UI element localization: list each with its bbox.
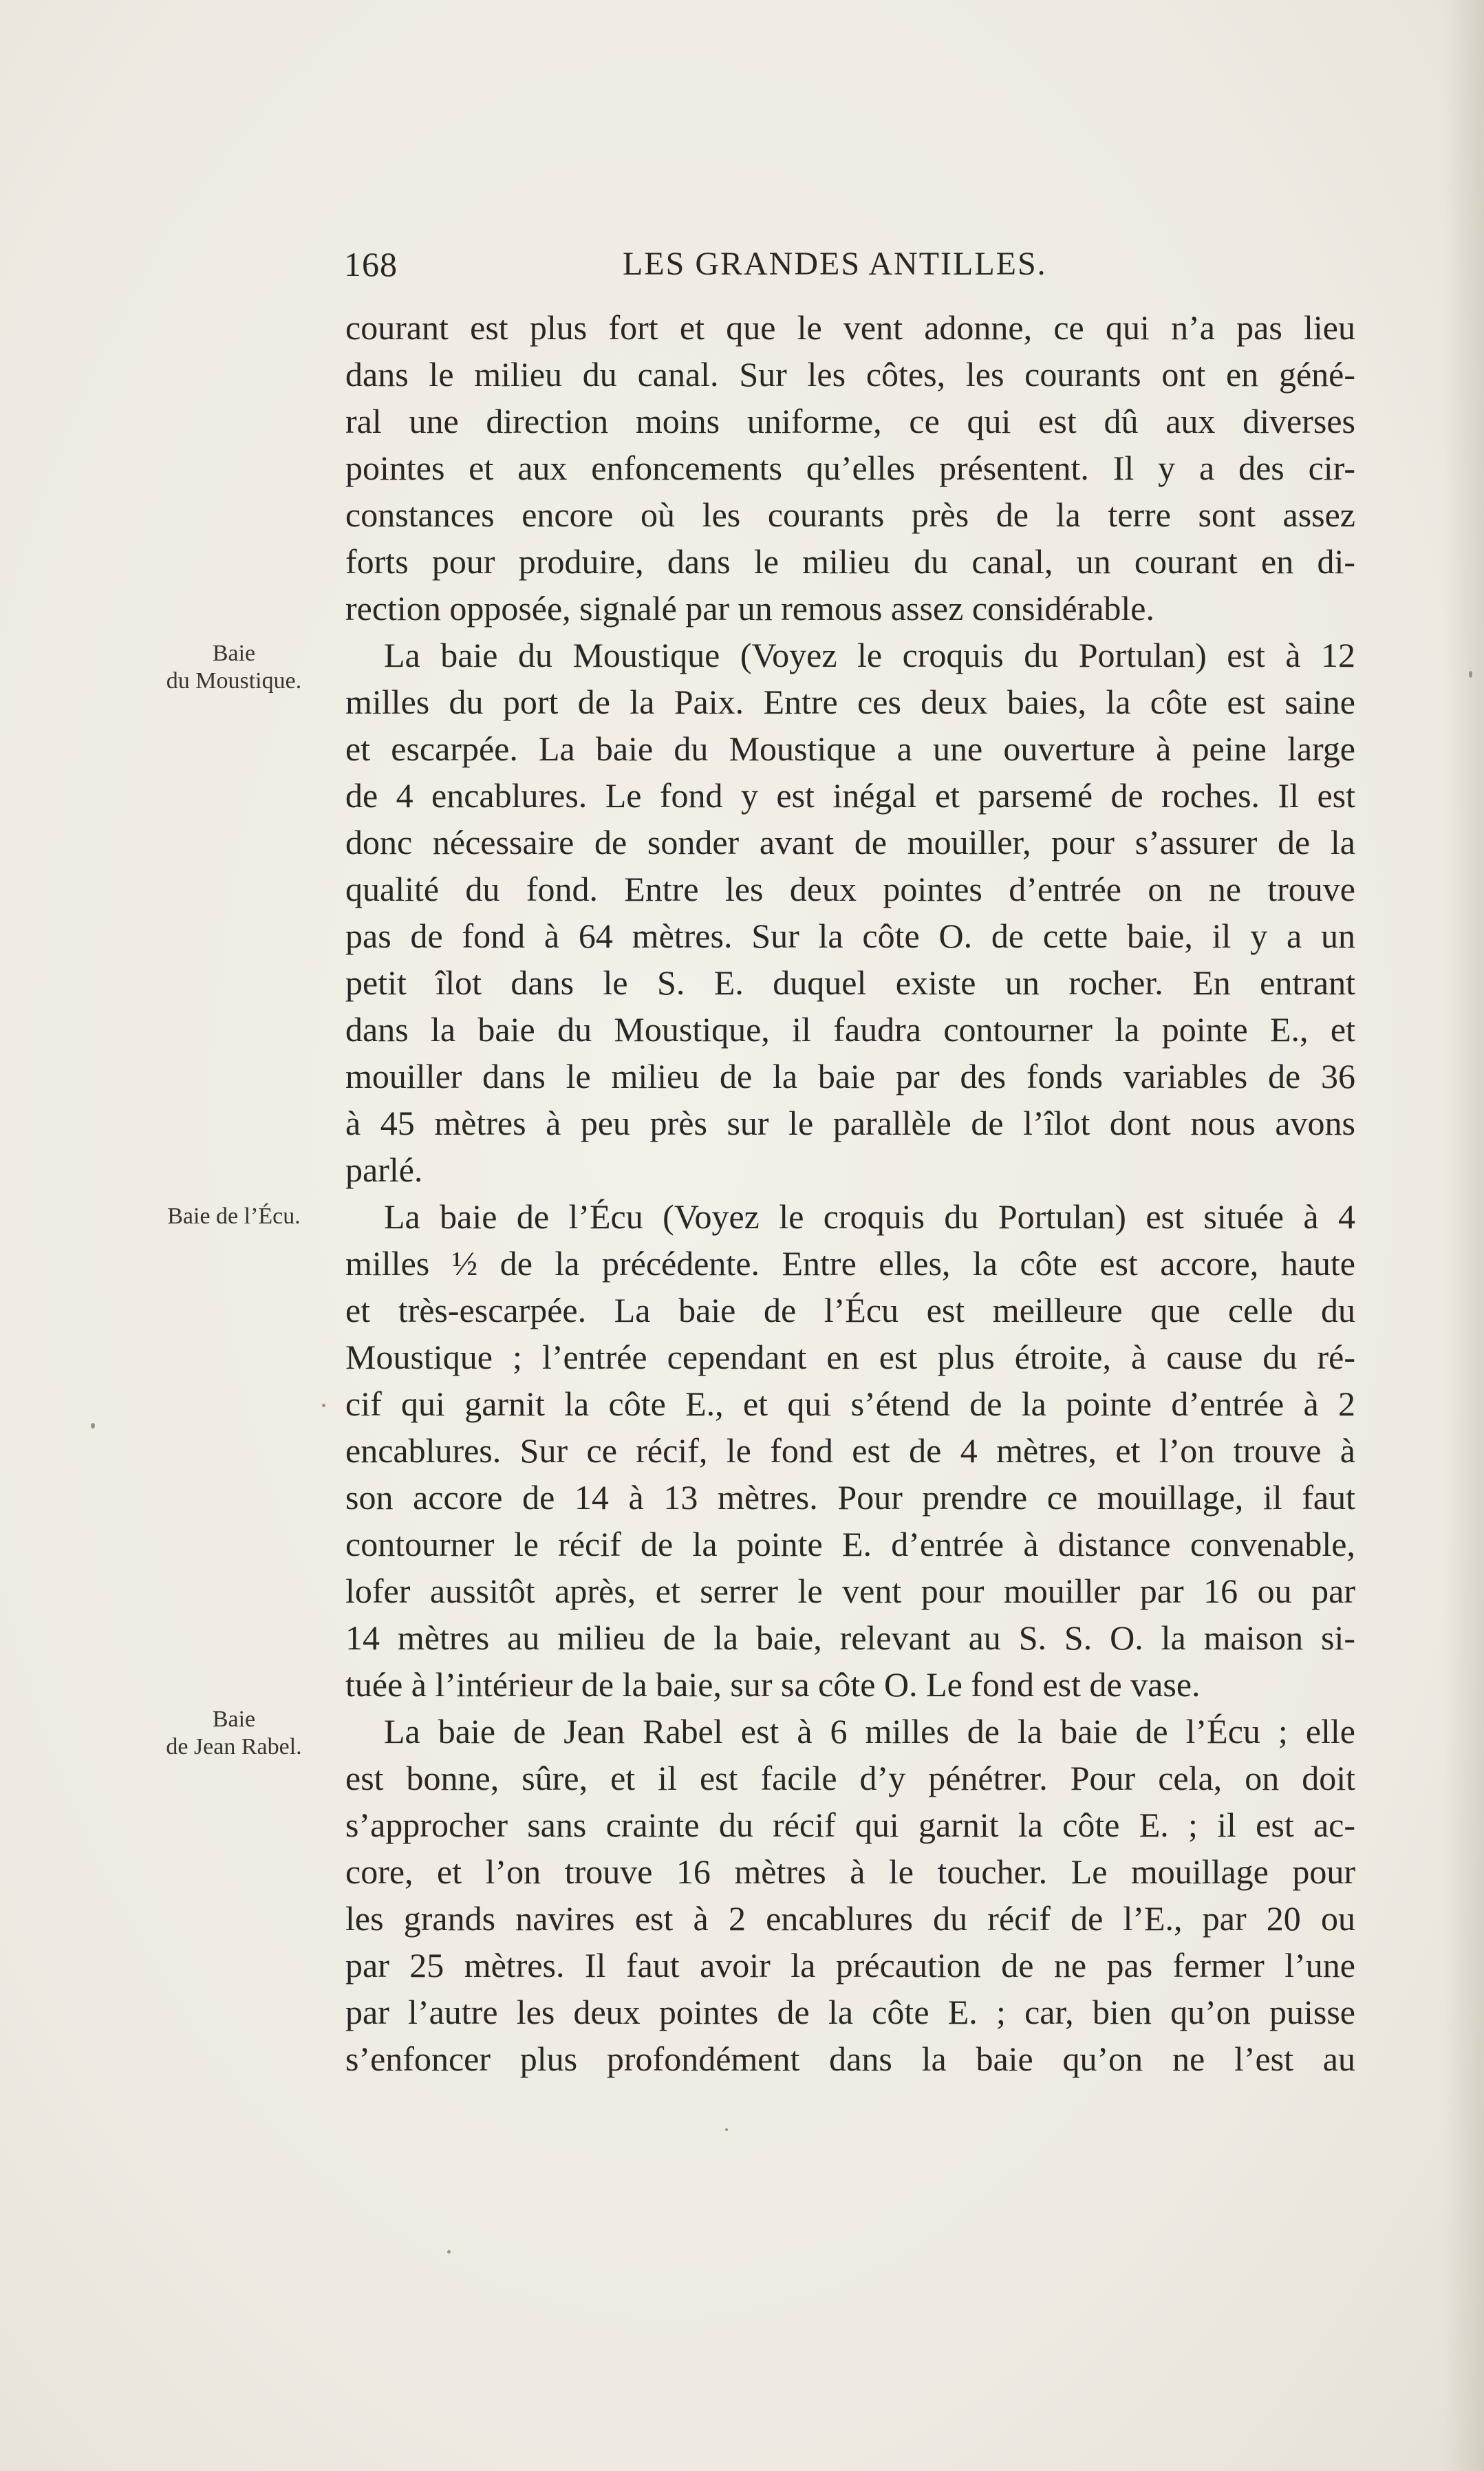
text-line: forts pour produire, dans le milieu du canal, un courant en di- (345, 542, 1355, 581)
margin-note-line: Baie de l’Écu. (167, 1204, 301, 1229)
margin-note-line: de Jean Rabel. (166, 1734, 302, 1759)
paragraph-start-line: La baie de Jean Rabel est à 6 milles de la baie de l’Écu ; elle (384, 1712, 1355, 1751)
text-line: pointes et aux enfoncements qu’elles présentent. Il y a des cir- (345, 449, 1355, 487)
text-line: tuée à l’intérieur de la baie, sur sa côte O. Le fond est de vase. (345, 1665, 1201, 1704)
margin-note-baie-du-moustique (89, 640, 378, 695)
text-line: 14 mètres au milieu de la baie, relevant au S. S. O. la maison si- (345, 1618, 1355, 1657)
text-line: de 4 encablures. Le fond y est inégal et parsemé de roches. Il est (345, 776, 1355, 815)
margin-note-line: Baie (212, 1707, 256, 1732)
text-line: son accore de 14 à 13 mètres. Pour prendre ce mouillage, il faut (345, 1478, 1355, 1517)
text-line: par l’autre les deux pointes de la côte E. ; car, bien qu’on puisse (345, 1993, 1355, 2031)
text-line: cif qui garnit la côte E., et qui s’étend de la pointe d’entrée à 2 (345, 1384, 1355, 1423)
paper-speck (725, 2128, 728, 2131)
text-line: ral une direction moins uniforme, ce qui est dû aux diverses (345, 402, 1355, 440)
page-number: 168 (344, 245, 398, 284)
paragraph-start-line: La baie de l’Écu (Voyez le croquis du Portulan) est située à 4 (384, 1197, 1355, 1236)
text-line: petit îlot dans le S. E. duquel existe un rocher. En entrant (345, 963, 1355, 1002)
margin-note-line: Baie (212, 641, 256, 666)
text-line: parlé. (345, 1151, 423, 1189)
body-text (345, 304, 1355, 2082)
text-line: milles ½ de la précédente. Entre elles, la côte est accore, haute (345, 1244, 1355, 1283)
margin-note-line: du Moustique. (166, 668, 302, 694)
paragraph-start-line: La baie du Moustique (Voyez le croquis du Portulan) est à 12 (384, 636, 1355, 674)
text-line: est bonne, sûre, et il est facile d’y pénétrer. Pour cela, on doit (345, 1759, 1355, 1797)
text-line: les grands navires est à 2 encablures du récif de l’E., par 20 ou (345, 1899, 1355, 1938)
text-line: s’enfoncer plus profondément dans la baie qu’on ne l’est au (345, 2040, 1355, 2078)
text-line: dans la baie du Moustique, il faudra contourner la pointe E., et (345, 1010, 1355, 1049)
text-line: mouiller dans le milieu de la baie par des fonds variables de 36 (345, 1057, 1355, 1095)
text-line: qualité du fond. Entre les deux pointes d’entrée on ne trouve (345, 870, 1355, 908)
page-gutter-shadow (1443, 0, 1484, 2471)
text-line: par 25 mètres. Il faut avoir la précaution de ne pas fermer l’une (345, 1946, 1355, 1985)
text-line: constances encore où les courants près de la terre sont assez (345, 495, 1355, 534)
text-line: à 45 mètres à peu près sur le parallèle de l’îlot dont nous avons (345, 1104, 1355, 1142)
margin-note-baie-de-l-ecu (89, 1203, 378, 1230)
text-line: encablures. Sur ce récif, le fond est de 4 mètres, et l’on trouve à (345, 1431, 1355, 1470)
paper-speck (1469, 671, 1472, 678)
text-line: rection opposée, signalé par un remous assez considérable. (345, 589, 1154, 628)
paper-speck (91, 1423, 95, 1429)
text-line: s’approcher sans crainte du récif qui garnit la côte E. ; il est ac- (345, 1806, 1355, 1844)
page-header (344, 242, 1359, 286)
text-line: lofer aussitôt après, et serrer le vent pour mouiller par 16 ou par (345, 1572, 1355, 1610)
text-line: milles du port de la Paix. Entre ces deux baies, la côte est saine (345, 683, 1355, 721)
paper-speck (447, 2250, 451, 2254)
text-line: et escarpée. La baie du Moustique a une ouverture à peine large (345, 729, 1355, 768)
text-line: pas de fond à 64 mètres. Sur la côte O. de cette baie, il y a un (345, 917, 1355, 955)
text-line: core, et l’on trouve 16 mètres à le toucher. Le mouillage pour (345, 1852, 1355, 1891)
text-line: Moustique ; l’entrée cependant en est plus étroite, à cause du ré- (345, 1338, 1355, 1376)
margin-note-baie-de-jean-rabel (89, 1706, 378, 1761)
running-title: LES GRANDES ANTILLES. (623, 246, 1047, 282)
text-line: dans le milieu du canal. Sur les côtes, les courants ont en géné- (345, 355, 1355, 394)
text-line: donc nécessaire de sonder avant de mouiller, pour s’assurer de la (345, 823, 1355, 862)
text-line: et très-escarpée. La baie de l’Écu est meilleure que celle du (345, 1291, 1355, 1329)
paper-speck (322, 1404, 325, 1407)
text-line: courant est plus fort et que le vent adonne, ce qui n’a pas lieu (345, 308, 1355, 347)
text-line: contourner le récif de la pointe E. d’entrée à distance convenable, (345, 1525, 1355, 1563)
